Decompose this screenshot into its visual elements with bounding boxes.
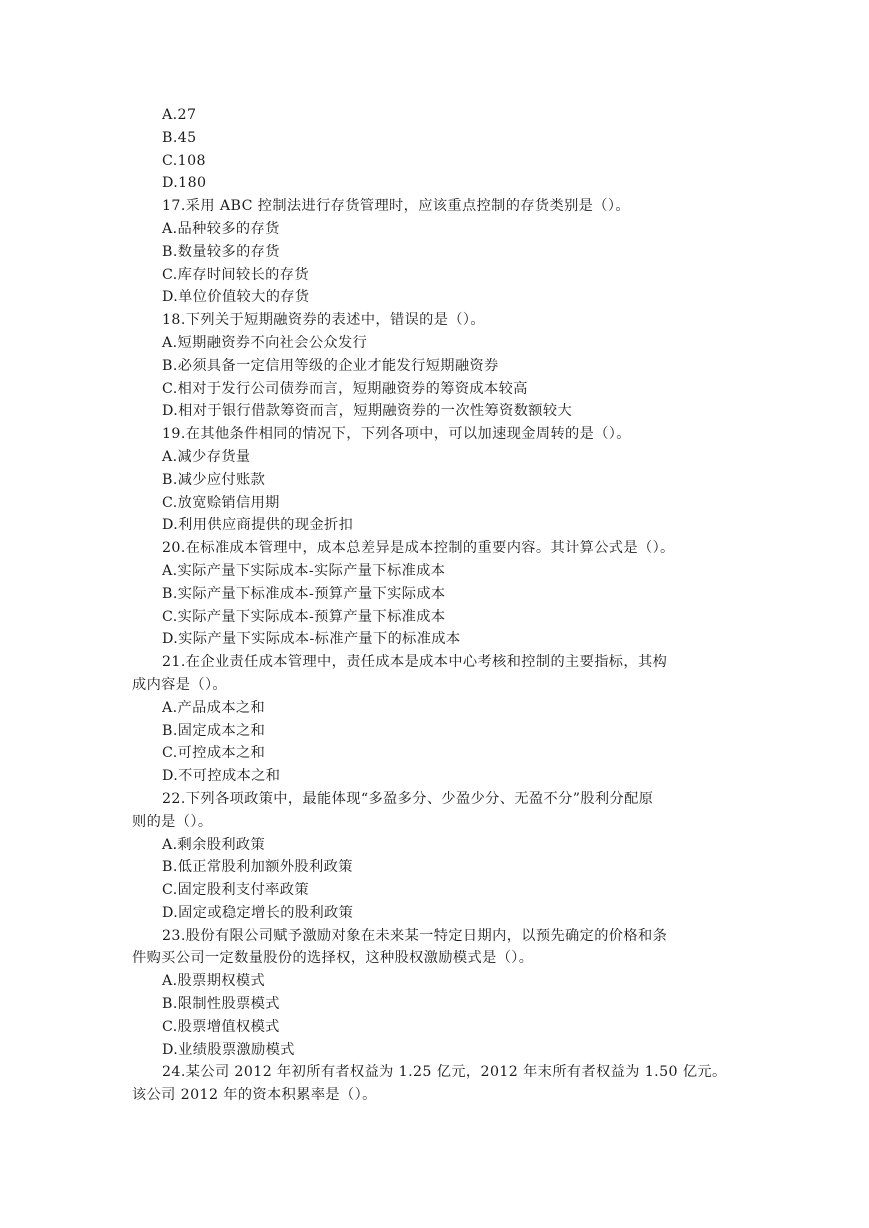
- option-c: C.实际产量下实际成本-预算产量下标准成本: [162, 608, 446, 625]
- option-d: D.相对于银行借款筹资而言，短期融资券的一次性筹资数额较大: [162, 403, 573, 420]
- question-21-stem: 21.在企业责任成本管理中，责任成本是成本中心考核和控制的主要指标，其构: [162, 654, 668, 671]
- option-b: B.减少应付账款: [162, 471, 266, 488]
- option-b: B.必须具备一定信用等级的企业才能发行短期融资券: [162, 357, 499, 374]
- question-21-stem-continued: 成内容是（）。: [132, 676, 228, 693]
- option-c: C.108: [162, 152, 206, 169]
- question-23-stem: 23.股份有限公司赋予激励对象在未来某一特定日期内，以预先确定的价格和条: [162, 927, 668, 944]
- question-24-stem: 24.某公司 2012 年初所有者权益为 1.25 亿元，2012 年末所有者权益为 1.50 亿元。: [162, 1064, 727, 1081]
- option-c: C.可控成本之和: [162, 745, 266, 762]
- option-d: D.单位价值较大的存货: [162, 289, 310, 306]
- question-23-stem-continued: 件购买公司一定数量股份的选择权，这种股权激励模式是（）。: [132, 950, 534, 967]
- option-a: A.实际产量下实际成本-实际产量下标准成本: [162, 562, 446, 579]
- option-a: A.品种较多的存货: [162, 220, 280, 237]
- option-a: A.股票期权模式: [162, 973, 266, 990]
- option-a: A.产品成本之和: [162, 699, 266, 716]
- question-22-stem-continued: 则的是（）。: [132, 813, 213, 830]
- option-b: B.低正常股利加额外股利政策: [162, 859, 353, 876]
- option-b: B.限制性股票模式: [162, 996, 280, 1013]
- option-b: B.45: [162, 129, 197, 146]
- option-b: B.固定成本之和: [162, 722, 266, 739]
- option-d: D.固定或稳定增长的股利政策: [162, 904, 354, 921]
- option-d: D.实际产量下实际成本-标准产量下的标准成本: [162, 631, 461, 648]
- option-d: D.180: [162, 175, 207, 192]
- option-c: C.固定股利支付率政策: [162, 882, 309, 899]
- option-d: D.不可控成本之和: [162, 768, 281, 785]
- option-a: A.27: [162, 107, 197, 123]
- option-d: D.利用供应商提供的现金折扣: [162, 517, 354, 534]
- option-b: B.数量较多的存货: [162, 243, 280, 260]
- question-19-stem: 19.在其他条件相同的情况下，下列各项中，可以加速现金周转的是（）。: [162, 426, 631, 443]
- option-c: C.股票增值权模式: [162, 1018, 280, 1035]
- option-b: B.实际产量下标准成本-预算产量下实际成本: [162, 585, 446, 602]
- question-24-stem-continued: 该公司 2012 年的资本积累率是（）。: [132, 1087, 377, 1104]
- option-a: A.剩余股利政策: [162, 836, 266, 853]
- option-c: C.放宽赊销信用期: [162, 494, 280, 511]
- option-a: A.短期融资券不向社会公众发行: [162, 334, 368, 351]
- option-c: C.相对于发行公司债券而言，短期融资券的筹资成本较高: [162, 380, 528, 397]
- question-17-stem: 17.采用 ABC 控制法进行存货管理时，应该重点控制的存货类别是（）。: [162, 198, 630, 215]
- option-c: C.库存时间较长的存货: [162, 266, 309, 283]
- question-22-stem: 22.下列各项政策中，最能体现“多盈多分、少盈少分、无盈不分”股利分配原: [162, 790, 654, 807]
- question-20-stem: 20.在标准成本管理中，成本总差异是成本控制的重要内容。其计算公式是（）。: [162, 540, 675, 557]
- question-18-stem: 18.下列关于短期融资券的表述中，错误的是（）。: [162, 312, 486, 329]
- option-a: A.减少存货量: [162, 448, 251, 465]
- option-d: D.业绩股票激励模式: [162, 1041, 295, 1058]
